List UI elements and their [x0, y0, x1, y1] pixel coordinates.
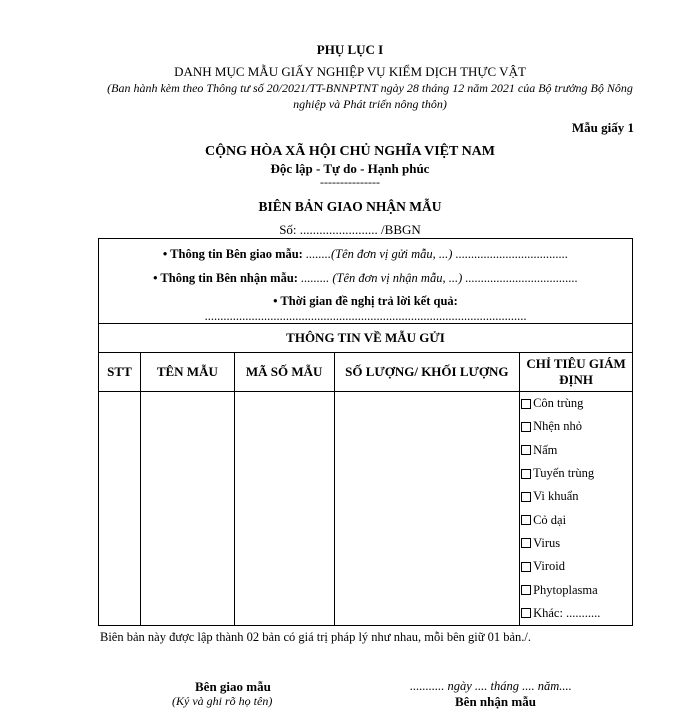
quantity-cell[interactable] — [334, 392, 520, 626]
criteria-label: Nhện nhỏ — [533, 419, 583, 434]
checkbox-icon[interactable] — [521, 445, 531, 455]
checkbox-icon[interactable] — [521, 515, 531, 525]
checkbox-icon[interactable] — [521, 422, 531, 432]
criteria-label: Phytoplasma — [533, 582, 598, 597]
criteria-item[interactable] — [520, 439, 632, 462]
table-row — [99, 392, 633, 626]
checkbox-icon[interactable] — [521, 469, 531, 479]
checkbox-icon[interactable] — [521, 608, 531, 618]
date-line[interactable]: ........... ngày .... tháng .... năm.... — [410, 679, 572, 693]
sample-name-cell[interactable] — [140, 392, 234, 626]
checkbox-icon[interactable] — [521, 562, 531, 572]
sample-table — [98, 323, 633, 626]
sender-info-line — [99, 247, 632, 262]
criteria-label: Vi khuẩn — [533, 489, 579, 504]
national-motto: Độc lập - Tự do - Hạnh phúc — [270, 161, 430, 176]
criteria-cell — [520, 392, 633, 626]
form-label: Mẫu giấy 1 — [571, 120, 634, 135]
criteria-label: Cỏ dại — [533, 512, 567, 527]
checkbox-icon[interactable] — [521, 492, 531, 502]
criteria-item[interactable] — [520, 415, 632, 438]
separator-line: --------------- — [320, 175, 380, 189]
catalog-title: DANH MỤC MẪU GIẤY NGHIỆP VỤ KIỂM DỊCH THỰC VẬT — [174, 64, 526, 79]
col-criteria: CHỈ TIÊU GIÁM ĐỊNH — [520, 353, 633, 392]
checkbox-icon[interactable] — [521, 585, 531, 595]
criteria-item[interactable] — [520, 602, 632, 625]
receiver-info-label: • Thông tin Bên nhận mẫu: — [153, 271, 298, 285]
criteria-label: Nấm — [533, 442, 558, 457]
sender-signature-title: Bên giao mẫu — [195, 679, 271, 694]
criteria-item[interactable] — [520, 578, 632, 601]
checkbox-icon[interactable] — [521, 538, 531, 548]
country-name: CỘNG HÒA XÃ HỘI CHỦ NGHĨA VIỆT NAM — [204, 144, 495, 159]
criteria-list — [520, 392, 632, 625]
section-title: THÔNG TIN VỀ MẪU GỬI — [99, 324, 633, 353]
record-title: BIÊN BẢN GIAO NHẬN MẪU — [258, 199, 442, 214]
receiver-info-line — [99, 271, 632, 286]
criteria-label: Côn trùng — [533, 396, 584, 411]
receiver-signature-title: Bên nhận mẫu — [455, 694, 536, 709]
issued-note: (Ban hành kèm theo Thông tư số 20/2021/TT-BNNPTNT ngày 28 tháng 12 năm 2021 của Bộ trưởng Bộ Nông nghiệp và Phát triển nông thôn) — [107, 81, 633, 111]
appendix-title: PHỤ LỤC I — [316, 42, 384, 57]
criteria-item[interactable] — [520, 508, 632, 531]
criteria-label: Virus — [533, 535, 561, 550]
criteria-label: Khác: ........... — [533, 605, 601, 620]
col-stt: STT — [99, 353, 141, 392]
criteria-item[interactable] — [520, 462, 632, 485]
sender-info-value[interactable]: ........(Tên đơn vị gửi mẫu, ...) .................................... — [302, 247, 569, 261]
col-sample-name: TÊN MẪU — [140, 353, 234, 392]
receiver-info-value[interactable]: ......... (Tên đơn vị nhận mẫu, ...) .................................... — [297, 271, 578, 285]
col-sample-code: MÃ SỐ MẪU — [234, 353, 334, 392]
stt-cell[interactable] — [99, 392, 141, 626]
criteria-item[interactable] — [520, 392, 632, 415]
checkbox-icon[interactable] — [521, 399, 531, 409]
criteria-item[interactable] — [520, 485, 632, 508]
sample-code-cell[interactable] — [234, 392, 334, 626]
header-row — [99, 353, 633, 392]
col-quantity: SỐ LƯỢNG/ KHỐI LƯỢNG — [334, 353, 520, 392]
criteria-label: Tuyến trùng — [533, 466, 595, 481]
result-time-field[interactable]: ....................................................................................................... — [204, 309, 527, 323]
sender-signature-hint: (Ký và ghi rõ họ tên) — [172, 694, 273, 708]
criteria-label: Viroid — [533, 559, 565, 574]
info-box — [98, 238, 633, 324]
result-time-label: • Thời gian đề nghị trả lời kết quả: — [273, 294, 458, 308]
sender-info-label: • Thông tin Bên giao mẫu: — [162, 247, 303, 261]
criteria-item[interactable] — [520, 532, 632, 555]
record-number: Số: ........................ /BBGN — [279, 222, 421, 237]
footnote: Biên bản này được lập thành 02 bản có giá trị pháp lý như nhau, mỗi bên giữ 01 bản./. — [100, 630, 532, 644]
criteria-item[interactable] — [520, 555, 632, 578]
